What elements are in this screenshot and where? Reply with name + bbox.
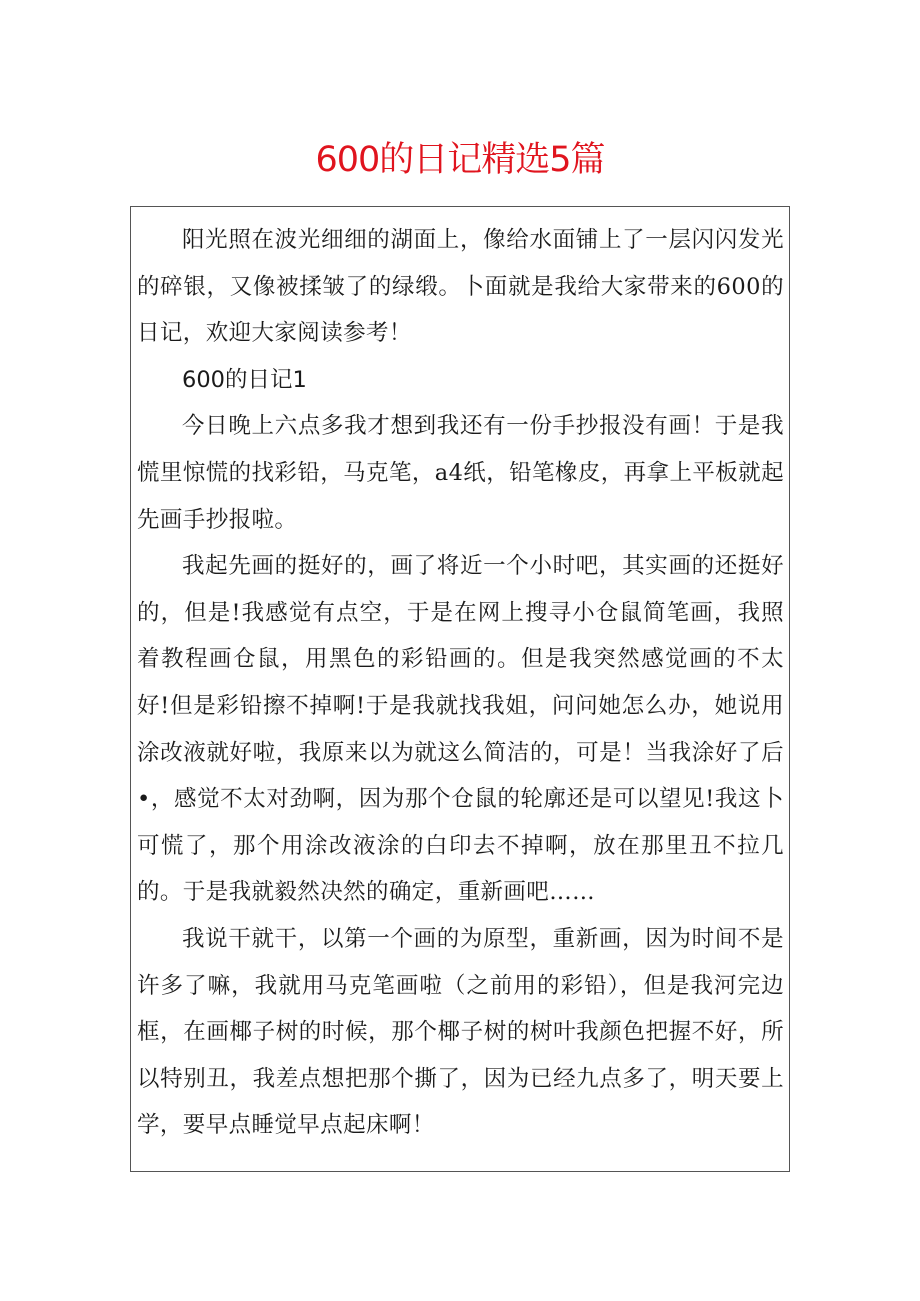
body-paragraph-3: 我说干就干，以第一个画的为原型，重新画，因为时间不是许多了嘛，我就用马克笔画啦（之前用的彩铅），但是我河完边框，在画椰子树的时候，那个椰子树的树叶我颜色把握不好，所以特别丑，我差点想把那个撕了，因为已经九点多了，明天要上学，要早点睡觉早点起床啊！ — [137, 925, 784, 1139]
body-paragraph-1: 今日晚上六点多我才想到我还有一份手抄报没有画！于是我慌里惊慌的找彩铅，马克笔，a4纸，铅笔橡皮，再拿上平板就起先画手抄报啦。 — [137, 413, 784, 533]
intro-paragraph: 阳光照在波光细细的湖面上，像给水面铺上了一层闪闪发光的碎银，又像被揉皱了的绿缎。卜面就是我给大家带来的600的日记，欢迎大家阅读参考！ — [137, 227, 784, 347]
page-title: 600的日记精选5篇 — [315, 140, 605, 180]
section-heading: 600的日记1 — [182, 366, 307, 393]
content-box — [130, 206, 790, 1172]
body-paragraph-2: 我起先画的挺好的，画了将近一个小时吧，其实画的还挺好的，但是!我感觉有点空，于是在网上搜寻小仓鼠简笔画，我照着教程画仓鼠，用黑色的彩铅画的。但是我突然感觉画的不太好!但是彩铅擦不掉啊!于是我就找我姐，问问她怎么办，她说用涂改液就好啦，我原来以为就这么简洁的，可是！当我涂好了后•，感觉不太对劲啊，因为那个仓鼠的轮廓还是可以望见!我这卜可慌了，那个用涂改液涂的白印去不掉啊，放在那里丑不拉几的。于是我就毅然决然的确定，重新画吧…… — [137, 553, 784, 906]
